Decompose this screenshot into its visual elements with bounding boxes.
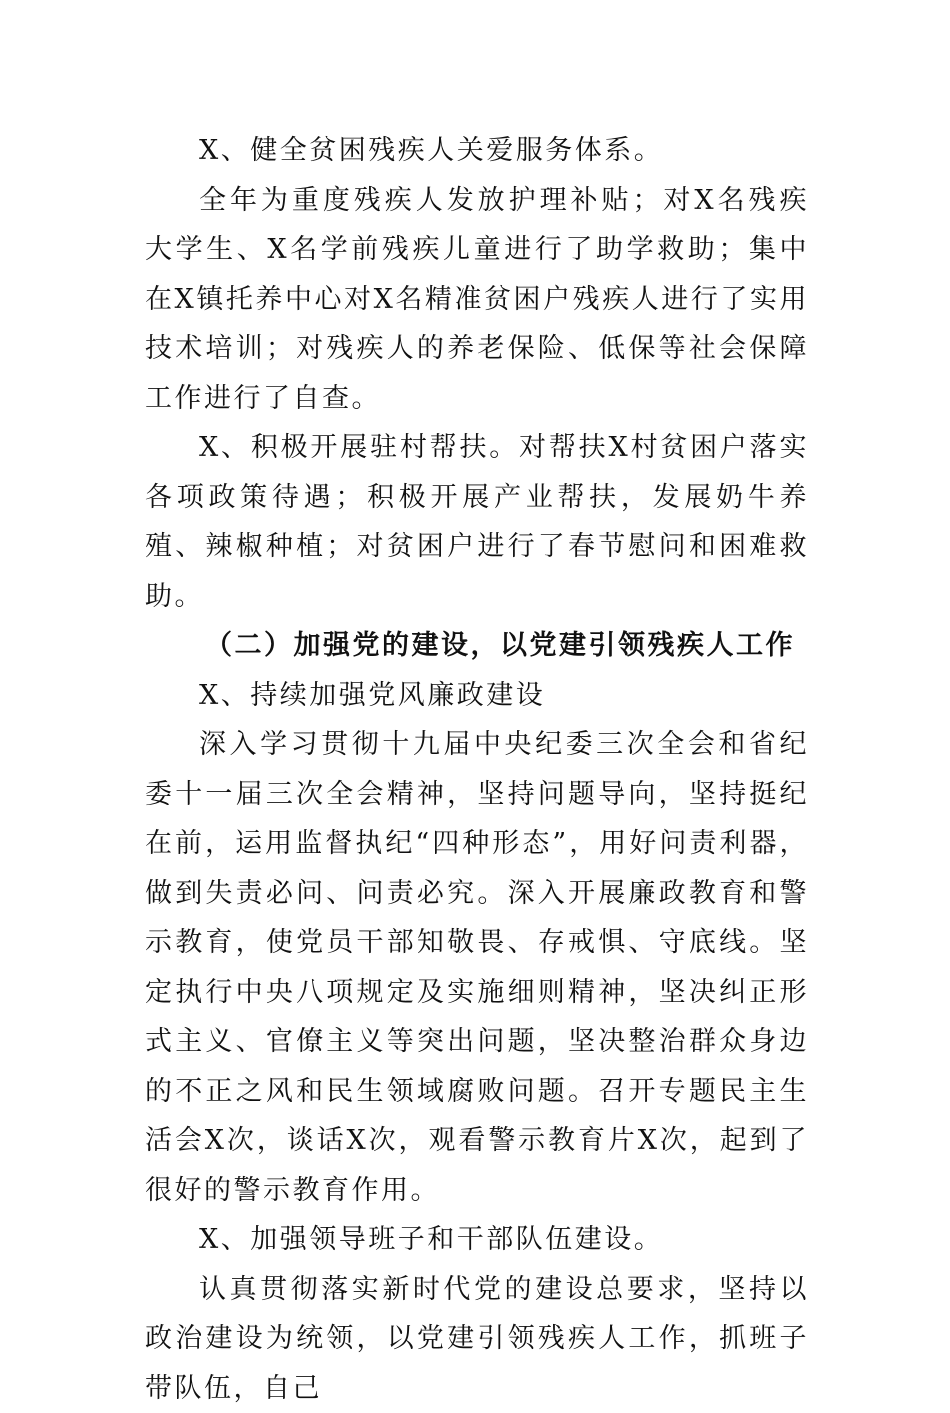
paragraph-item-6: X、加强领导班子和干部队伍建设。 — [145, 1215, 809, 1265]
document-body — [145, 126, 809, 1413]
paragraph-item-1: X、健全贫困残疾人关爱服务体系。 — [145, 126, 809, 176]
paragraph-item-4: X、持续加强党风廉政建设 — [145, 671, 809, 721]
paragraph-item-3: X、积极开展驻村帮扶。对帮扶X村贫困户落实各项政策待遇；积极开展产业帮扶，发展奶牛养殖、辣椒种植；对贫困户进行了春节慰问和困难救助。 — [145, 423, 809, 621]
paragraph-item-5: 深入学习贯彻十九届中央纪委三次全会和省纪委十一届三次全会精神，坚持问题导向，坚持挺纪在前，运用监督执纪“四种形态”，用好问责利器，做到失责必问、问责必究。深入开展廉政教育和警示教育，使党员干部知敬畏、存戒惧、守底线。坚定执行中央八项规定及实施细则精神，坚决纠正形式主义、官僚主义等突出问题，坚决整治群众身边的不正之风和民生领域腐败问题。召开专题民主生活会X次，谈话X次，观看警示教育片X次，起到了很好的警示教育作用。 — [145, 720, 809, 1215]
section-heading: （二）加强党的建设，以党建引领残疾人工作 — [145, 621, 809, 671]
paragraph-item-7: 认真贯彻落实新时代党的建设总要求，坚持以政治建设为统领，以党建引领残疾人工作，抓班子带队伍，自己 — [145, 1265, 809, 1413]
paragraph-item-2: 全年为重度残疾人发放护理补贴；对X名残疾大学生、X名学前残疾儿童进行了助学救助；集中在X镇托养中心对X名精准贫困户残疾人进行了实用技术培训；对残疾人的养老保险、低保等社会保障工作进行了自查。 — [145, 176, 809, 424]
